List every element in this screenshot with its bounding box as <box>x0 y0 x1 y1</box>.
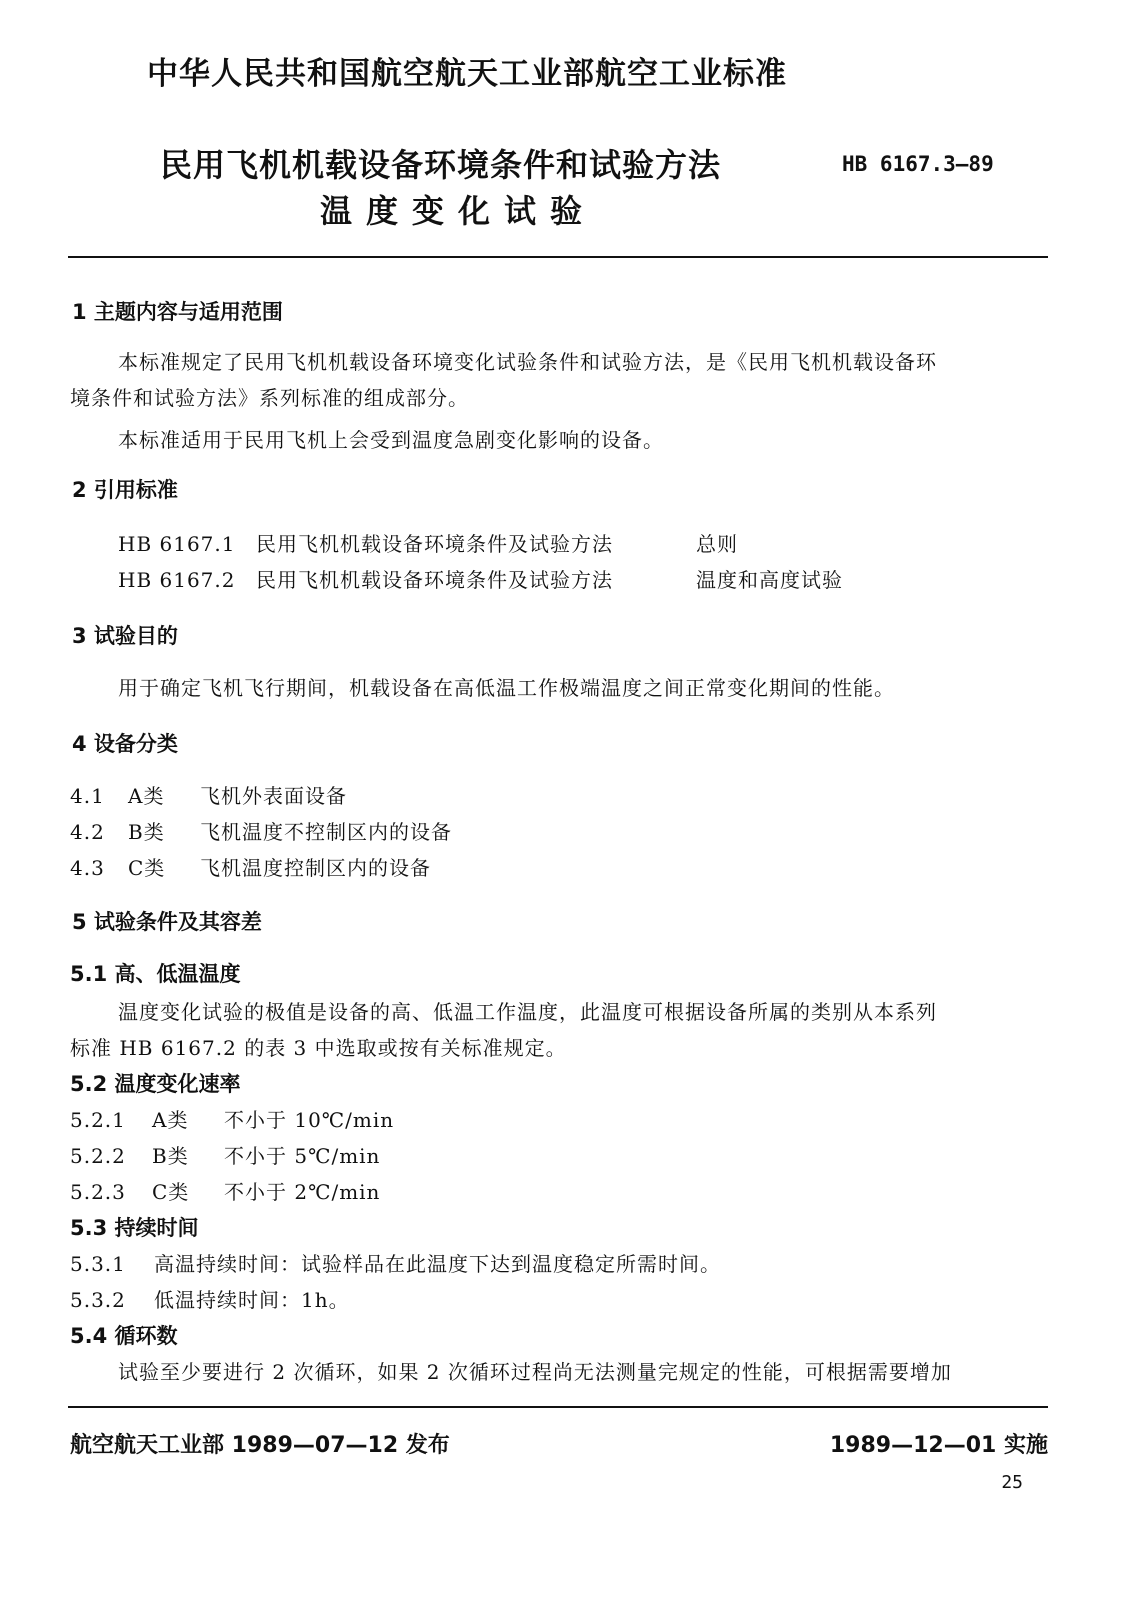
item-text: 不小于 2℃/min <box>224 1180 381 1204</box>
section-5-1-paragraph-a: 温度变化试验的极值是设备的高、低温工作温度，此温度可根据设备所属的类别从本系列 <box>118 1000 937 1024</box>
page-number: 25 <box>1001 1472 1023 1493</box>
item-number: 5.3.1 <box>70 1252 126 1276</box>
item-class: C类 <box>128 856 166 880</box>
standard-code: HB 6167.3—89 <box>842 152 994 176</box>
list-item <box>70 852 431 881</box>
item-number: 4.1 <box>70 784 105 808</box>
reference-code: HB 6167.1 <box>118 532 236 556</box>
effective-date: 1989—12—01 实施 <box>829 1433 1048 1458</box>
standard-authority-header: 中华人民共和国航空航天工业部航空工业标准 <box>147 56 787 92</box>
title-divider <box>68 256 1048 258</box>
item-number: 4.3 <box>70 856 105 880</box>
list-item <box>70 1284 350 1313</box>
section-3-paragraph: 用于确定飞机飞行期间，机载设备在高低温工作极端温度之间正常变化期间的性能。 <box>118 676 895 700</box>
item-number: 5.2.1 <box>70 1108 126 1132</box>
item-number: 5.2.3 <box>70 1180 126 1204</box>
item-text: 飞机外表面设备 <box>200 784 347 808</box>
reference-row <box>118 564 843 593</box>
reference-name: 民用飞机机载设备环境条件及试验方法 <box>256 532 613 556</box>
list-item <box>70 1104 394 1133</box>
document-title-line1: 民用飞机机载设备环境条件和试验方法 <box>160 146 722 184</box>
item-class: B类 <box>128 820 165 844</box>
section-2-heading: 2 引用标准 <box>72 478 178 502</box>
section-5-2-heading: 5.2 温度变化速率 <box>70 1072 241 1096</box>
section-1-paragraph-1a: 本标准规定了民用飞机机载设备环境变化试验条件和试验方法，是《民用飞机机载设备环 <box>118 350 937 374</box>
issue-date: 航空航天工业部 1989—07—12 发布 <box>70 1433 450 1458</box>
section-3-heading: 3 试验目的 <box>72 624 178 648</box>
item-text: 不小于 10℃/min <box>224 1108 395 1132</box>
reference-code: HB 6167.2 <box>118 568 236 592</box>
reference-name: 民用飞机机载设备环境条件及试验方法 <box>256 568 613 592</box>
section-4-heading: 4 设备分类 <box>72 732 178 756</box>
section-5-4-heading: 5.4 循环数 <box>70 1324 178 1348</box>
reference-part: 总则 <box>696 532 738 556</box>
section-1-paragraph-1b: 境条件和试验方法》系列标准的组成部分。 <box>70 386 469 410</box>
list-item <box>70 1248 721 1277</box>
item-number: 5.3.2 <box>70 1288 126 1312</box>
item-class: C类 <box>152 1180 190 1204</box>
item-number: 5.2.2 <box>70 1144 126 1168</box>
list-item <box>70 780 347 809</box>
list-item <box>70 1176 380 1205</box>
list-item <box>70 1140 380 1169</box>
item-text: 高温持续时间：试验样品在此温度下达到温度稳定所需时间。 <box>154 1252 721 1276</box>
item-text: 低温持续时间：1h。 <box>154 1288 350 1312</box>
reference-part: 温度和高度试验 <box>696 568 843 592</box>
section-5-3-heading: 5.3 持续时间 <box>70 1216 199 1240</box>
document-title-line2: 温度变化试验 <box>320 192 597 230</box>
section-5-heading: 5 试验条件及其容差 <box>72 910 262 934</box>
list-item <box>70 816 452 845</box>
section-5-1-paragraph-b: 标准 HB 6167.2 的表 3 中选取或按有关标准规定。 <box>70 1036 567 1060</box>
item-class: B类 <box>152 1144 189 1168</box>
item-text: 飞机温度控制区内的设备 <box>200 856 431 880</box>
reference-row <box>118 528 738 557</box>
section-5-4-paragraph: 试验至少要进行 2 次循环，如果 2 次循环过程尚无法测量完规定的性能，可根据需要增加 <box>118 1360 952 1384</box>
section-1-heading: 1 主题内容与适用范围 <box>72 300 283 324</box>
section-1-paragraph-2: 本标准适用于民用飞机上会受到温度急剧变化影响的设备。 <box>118 428 664 452</box>
item-class: A类 <box>152 1108 189 1132</box>
item-class: A类 <box>128 784 165 808</box>
item-number: 4.2 <box>70 820 105 844</box>
footer-divider <box>68 1406 1048 1408</box>
item-text: 不小于 5℃/min <box>224 1144 381 1168</box>
item-text: 飞机温度不控制区内的设备 <box>200 820 452 844</box>
section-5-1-heading: 5.1 高、低温温度 <box>70 962 241 986</box>
